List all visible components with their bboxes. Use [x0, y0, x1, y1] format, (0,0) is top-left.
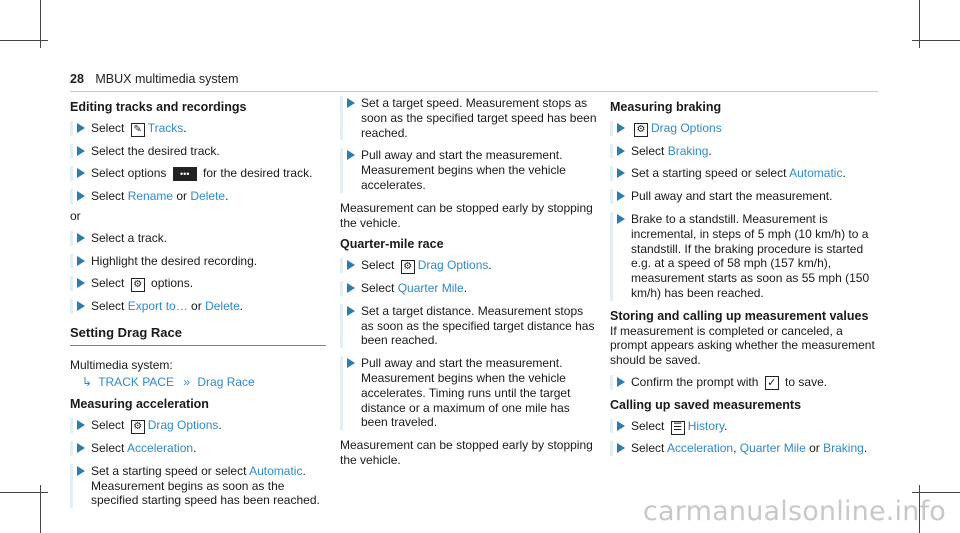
- step-text: [631, 375, 880, 390]
- step-arrow-icon: [77, 123, 85, 133]
- header-rule: [70, 91, 878, 92]
- crop-mark: [0, 40, 48, 41]
- target-speed-steps: [340, 96, 598, 193]
- dots-icon: [173, 167, 197, 181]
- menu-link[interactable]: Acceleration: [127, 440, 194, 455]
- step-text-part: .: [183, 120, 187, 135]
- watermark: carmanualsonline.info: [643, 496, 946, 527]
- step-arrow-icon: [617, 443, 625, 453]
- step-item: [610, 121, 880, 136]
- step-text-part: ,: [733, 441, 740, 456]
- check-icon: [765, 376, 779, 390]
- step-item: [70, 464, 326, 508]
- crop-mark: [912, 492, 960, 493]
- step-text: [631, 212, 880, 301]
- column-middle: [340, 96, 598, 475]
- calling-steps: [610, 419, 880, 457]
- step-text: [91, 121, 326, 136]
- step-item: [70, 254, 326, 269]
- step-text-part: .: [842, 166, 846, 181]
- step-arrow-icon: [77, 466, 85, 476]
- step-arrow-icon: [77, 168, 85, 178]
- step-text-part: Highlight the desired recording.: [91, 253, 258, 268]
- step-text-part: or: [805, 441, 824, 456]
- crop-mark: [912, 40, 960, 41]
- step-item: [340, 281, 598, 296]
- step-arrow-icon: [347, 358, 355, 368]
- step-item: [610, 419, 880, 434]
- step-text-part: Select: [91, 299, 128, 314]
- gear-icon: [634, 123, 648, 137]
- step-arrow-icon: [347, 260, 355, 270]
- step-text: [91, 276, 326, 291]
- step-arrow-icon: [347, 283, 355, 293]
- menu-link[interactable]: Automatic: [789, 166, 843, 181]
- gear-icon: [131, 420, 145, 434]
- step-item: [610, 144, 880, 159]
- step-arrow-icon: [77, 443, 85, 453]
- step-text-part: Confirm the prompt with: [631, 374, 762, 389]
- step-text-part: Select the desired track.: [91, 143, 220, 158]
- step-arrow-icon: [617, 377, 625, 387]
- quarter-mile-steps: [340, 258, 598, 430]
- step-item: [610, 189, 880, 204]
- storing-heading: Storing and calling up measurement values: [610, 308, 869, 323]
- menu-link[interactable]: Export to…: [127, 299, 188, 314]
- step-text: [91, 189, 326, 204]
- step-text: [91, 166, 326, 181]
- system-label: Multimedia system:: [70, 357, 173, 372]
- menu-link[interactable]: Automatic: [249, 463, 303, 478]
- menu-link[interactable]: History: [687, 418, 725, 433]
- step-arrow-icon: [617, 168, 625, 178]
- list-icon: [671, 421, 685, 435]
- menu-path: [70, 375, 326, 390]
- step-text: Set a target speed. Measurement stops as soon as the specified target speed has been reached.: [361, 96, 597, 140]
- step-item: [340, 304, 598, 348]
- step-arrow-icon: [347, 150, 355, 160]
- or-label: or: [70, 208, 81, 223]
- step-text-part: Select: [91, 189, 128, 204]
- quarter-mile-heading: Quarter-mile race: [340, 237, 444, 252]
- step-text-part: Select: [361, 280, 398, 295]
- step-text-part: .: [463, 280, 468, 295]
- step-text: [91, 441, 326, 456]
- step-text: [91, 254, 326, 269]
- pen-icon: [131, 123, 145, 137]
- menu-link[interactable]: Drag Options: [147, 418, 219, 433]
- storing-paragraph: If measurement is completed or canceled, a prompt appears asking whether the measurement should be saved.: [610, 323, 875, 368]
- path-item-drag-race[interactable]: Drag Race: [197, 374, 255, 389]
- menu-link[interactable]: Drag Options: [651, 120, 722, 135]
- step-text: [631, 166, 880, 181]
- step-text-part: Select: [91, 418, 128, 433]
- step-arrow-icon: [617, 123, 625, 133]
- step-arrow-icon: [347, 98, 355, 108]
- menu-link[interactable]: Tracks: [147, 120, 184, 135]
- step-text: [361, 281, 598, 296]
- menu-link[interactable]: Drag Options: [417, 258, 489, 273]
- step-item: [70, 418, 326, 433]
- step-text-part: Select: [91, 440, 128, 455]
- step-text-part: Select a track.: [91, 230, 168, 245]
- step-item: [70, 276, 326, 291]
- step-item: [70, 166, 326, 181]
- step-arrow-icon: [77, 278, 85, 288]
- step-item: [340, 96, 598, 140]
- step-text-part: Select: [631, 418, 668, 433]
- step-item: [70, 441, 326, 456]
- step-item: [70, 231, 326, 246]
- page-header-title: MBUX multimedia system: [95, 72, 239, 86]
- step-text-part: .: [724, 418, 728, 433]
- step-text-part: Pull away and start the measurement. Measurement begins when the vehicle accelerates. Timing runs until the target distance or a maximum of one mile has been traveled.: [361, 356, 571, 430]
- step-text: [91, 144, 326, 159]
- step-text: [91, 231, 326, 246]
- step-text-part: Select options: [91, 166, 170, 181]
- menu-link[interactable]: Braking: [667, 143, 709, 158]
- step-text: [361, 356, 598, 430]
- step-item: [70, 121, 326, 136]
- braking-steps: [610, 121, 880, 301]
- step-arrow-icon: [77, 420, 85, 430]
- section-heading: Setting Drag Race: [70, 324, 182, 340]
- crop-mark: [0, 492, 48, 493]
- step-text-part: .: [225, 189, 229, 204]
- step-text-part: for the desired track.: [199, 166, 313, 181]
- step-text: Pull away and start the measurement. Measurement begins when the vehicle accelerates.: [361, 148, 566, 192]
- menu-link[interactable]: Delete: [205, 299, 240, 314]
- step-arrow-icon: [77, 191, 85, 201]
- acceleration-heading: Measuring acceleration: [70, 397, 209, 412]
- step-text-part: to save.: [781, 374, 828, 389]
- step-arrow-icon: [77, 146, 85, 156]
- step-text-part: .: [708, 143, 712, 158]
- section-rule: [70, 345, 326, 346]
- confirm-step: [610, 375, 880, 390]
- step-text-part: Select: [631, 143, 668, 158]
- step-text: [631, 189, 880, 204]
- step-text-part: or: [173, 189, 191, 204]
- step-text: [361, 304, 598, 348]
- step-text-part: Select: [91, 276, 128, 291]
- step-arrow-icon: [77, 301, 85, 311]
- step-text-part: Select: [91, 120, 128, 135]
- step-arrow-icon: [617, 421, 625, 431]
- column-right: [610, 96, 880, 464]
- step-text-part: .: [193, 440, 197, 455]
- step-text-part: Pull away and start the measurement.: [631, 189, 833, 204]
- braking-heading: Measuring braking: [610, 100, 722, 114]
- step-item: [70, 144, 326, 159]
- step-arrow-icon: [347, 306, 355, 316]
- stop-early-note-1: Measurement can be stopped early by stopping the vehicle.: [340, 200, 593, 230]
- acceleration-steps: [70, 418, 326, 508]
- menu-link[interactable]: Delete: [190, 189, 226, 204]
- step-text: [631, 121, 880, 136]
- step-arrow-icon: [617, 214, 625, 224]
- step-text-part: Select: [631, 441, 668, 456]
- menu-link[interactable]: Acceleration: [667, 441, 734, 456]
- menu-link[interactable]: Quarter Mile: [739, 441, 806, 456]
- path-item-track-pace[interactable]: TRACK PACE: [98, 374, 174, 389]
- step-text-part: Brake to a standstill. Measurement is incremental, in steps of 5 mph (10 km/h) to a standstill. If the braking procedure is started e.g. at a speed of 58 mph (157 km/h), measurement starts as soon as 55 mph (150 km/h) has been reached.: [631, 211, 870, 300]
- step-text-part: or: [187, 299, 206, 314]
- step-arrow-icon: [77, 233, 85, 243]
- step-text-part: options.: [147, 276, 194, 291]
- page-number: 28: [70, 72, 84, 86]
- editing-heading: Editing tracks and recordings: [70, 100, 247, 114]
- step-text: [631, 419, 880, 434]
- step-item: [340, 258, 598, 273]
- step-item: [340, 356, 598, 430]
- column-left: [70, 96, 326, 516]
- step-item: [610, 441, 880, 456]
- stop-early-note-2: Measurement can be stopped early by stopping the vehicle.: [340, 438, 593, 467]
- step-item: [610, 375, 880, 390]
- step-text-part: Select: [361, 258, 398, 273]
- gear-icon: [401, 260, 415, 274]
- step-text: [631, 441, 880, 456]
- step-text: [91, 464, 326, 508]
- step-text-part: Set a target distance. Measurement stops as soon as the specified target distance has been reached.: [361, 303, 595, 348]
- step-item: [610, 166, 880, 181]
- page-header: [70, 72, 238, 86]
- step-text-part: Set a starting speed or select: [631, 166, 790, 181]
- step-item: [610, 212, 880, 301]
- calling-heading: Calling up saved measurements: [610, 397, 802, 412]
- step-item: [340, 148, 598, 192]
- menu-link[interactable]: Quarter Mile: [397, 280, 464, 295]
- menu-link[interactable]: Braking: [823, 441, 864, 456]
- step-text-part: Set a starting speed or select: [91, 463, 250, 478]
- double-chevron-icon: »: [183, 374, 191, 389]
- step-text-part: .: [218, 418, 222, 433]
- step-text: [631, 144, 880, 159]
- step-arrow-icon: [617, 191, 625, 201]
- step-item: [70, 299, 326, 314]
- step-item: [70, 189, 326, 204]
- step-text-part: .: [488, 258, 492, 273]
- step-text: [361, 258, 598, 273]
- step-text: [91, 418, 326, 433]
- return-arrow-icon: ↳: [82, 374, 93, 389]
- step-arrow-icon: [77, 256, 85, 266]
- step-text-part: . Measurement begins as soon as the specified starting speed has been reached.: [91, 463, 320, 508]
- editing-steps-a: [70, 121, 326, 204]
- editing-steps-b: [70, 231, 326, 314]
- gear-icon: [131, 278, 145, 292]
- step-arrow-icon: [617, 146, 625, 156]
- step-text-part: .: [239, 299, 244, 314]
- menu-link[interactable]: Rename: [127, 189, 174, 204]
- step-text-part: .: [863, 441, 868, 456]
- step-text: [91, 299, 326, 314]
